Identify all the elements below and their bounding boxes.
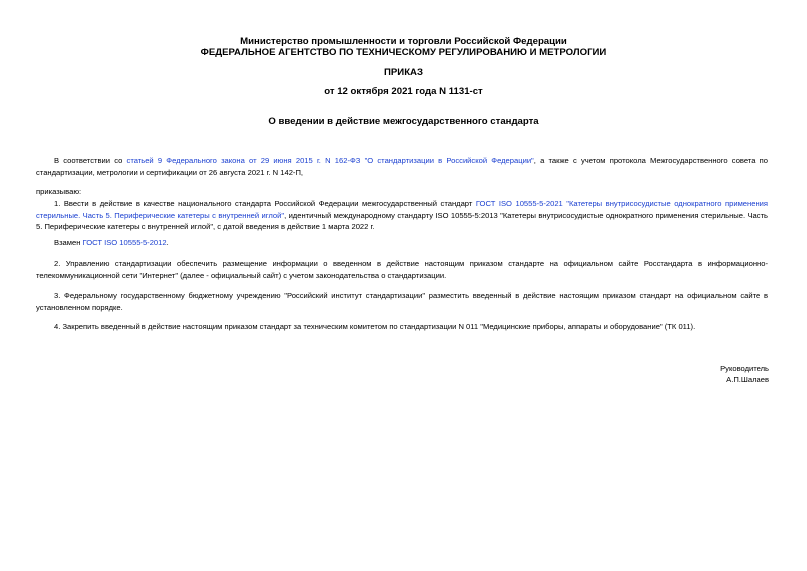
- gost-2012-link[interactable]: ГОСТ ISO 10555-5-2012: [82, 238, 167, 247]
- gost-2021-link[interactable]: ГОСТ ISO 10555-5-2021 "Катетеры внутрисосудистые однократного применения стерильные. Часть 5. Периферические катетеры с внутренней иглой": [36, 199, 768, 220]
- orders-label: приказываю:: [36, 187, 82, 196]
- paragraph-replacement: [36, 237, 768, 249]
- paragraph-item-4: 4. Закрепить введенный в действие настоящим приказом стандарт за техническим комитетом по стандартизации N 011 "Медицинские приборы, аппараты и оборудование" (ТК 011).: [54, 322, 696, 331]
- preamble-text-end: , а также с учетом протокола Межгосударственного совета по стандартизации, метрологии и сертификации от 26 августа 2021 г. N 142-П,: [36, 156, 768, 177]
- paragraph-item-1: [36, 198, 768, 233]
- signatory-name: А.П.Шалаев: [726, 375, 769, 384]
- document-type: ПРИКАЗ: [384, 67, 423, 78]
- document-date-number: от 12 октября 2021 года N 1131-ст: [324, 86, 483, 97]
- replacement-text-end: .: [166, 238, 169, 247]
- preamble-text-start: В соответствии со: [54, 156, 127, 165]
- paragraph-preamble: [36, 155, 768, 178]
- replacement-text-start: Взамен: [54, 238, 83, 247]
- agency-name: ФЕДЕРАЛЬНОЕ АГЕНТСТВО ПО ТЕХНИЧЕСКОМУ РЕГУЛИРОВАНИЮ И МЕТРОЛОГИИ: [200, 47, 607, 58]
- signatory-title: Руководитель: [720, 364, 769, 373]
- item-1-text-start: 1. Ввести в действие в качестве национального стандарта Российской Федерации межгосударственный стандарт: [54, 199, 476, 208]
- item-1-text-end: , идентичный международному стандарту ISO 10555-5:2013 "Катетеры внутрисосудистые однократного применения стерильные. Часть 5. Периферические катетеры с внутренней иглой", с датой введения в действие 1 марта 2022 г.: [36, 210, 769, 231]
- document-subject: О введении в действие межгосударственного стандарта: [268, 116, 539, 127]
- paragraph-item-2: 2. Управлению стандартизации обеспечить размещение информации о введенном в действие настоящим приказом стандарте на официальном сайте Росстандарта в информационно-телекоммуникационной сети "Интернет" (далее - официальный сайт) с учетом законодательства о стандартизации.: [36, 259, 768, 280]
- paragraph-item-3: 3. Федеральному государственному бюджетному учреждению "Российский институт стандартизации" разместить введенный в действие настоящим приказом стандарт на официальном сайте в установленном порядке.: [36, 291, 768, 312]
- ministry-name: Министерство промышленности и торговли Российской Федерации: [240, 36, 567, 47]
- federal-law-link[interactable]: статьей 9 Федерального закона от 29 июня 2015 г. N 162-ФЗ "О стандартизации в Российской Федерации": [126, 156, 534, 165]
